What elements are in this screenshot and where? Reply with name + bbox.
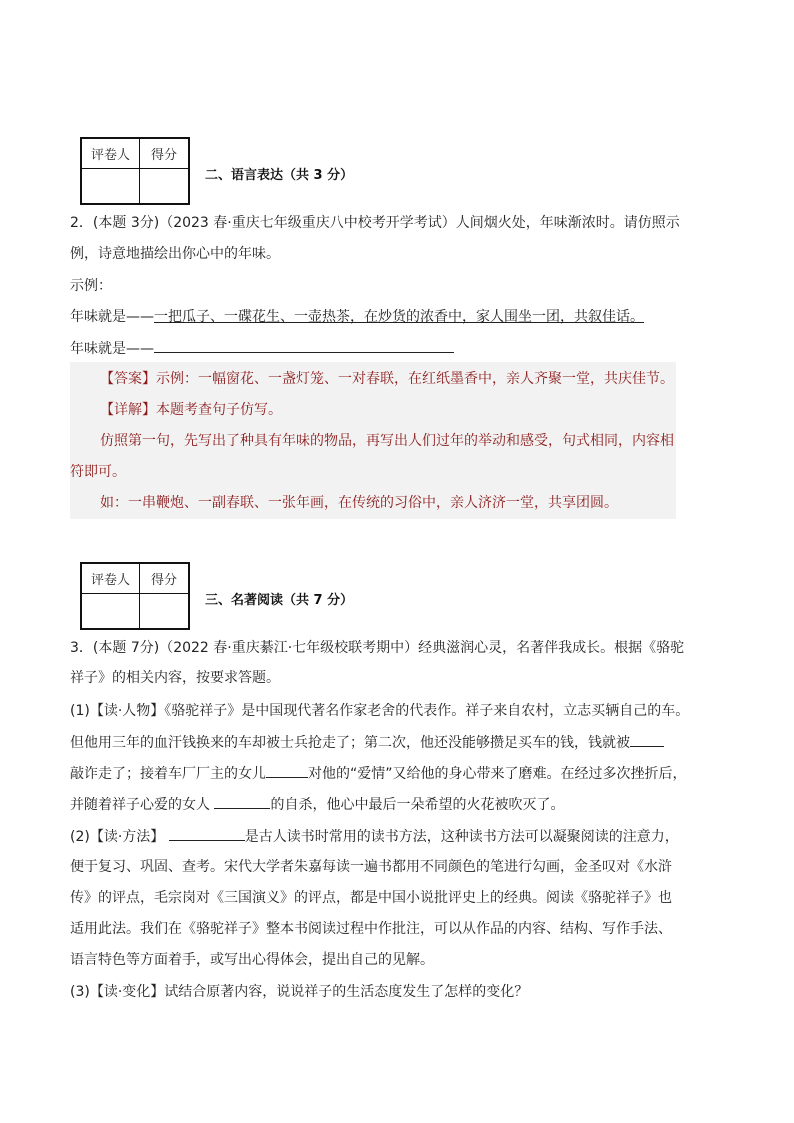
grader-header: 评卷人	[82, 564, 140, 594]
question-3-line-1: 3．(本题 7分)（2022 春·重庆綦江·七年级校联考期中）经典滋润心灵，名著伴我成长。根据《骆驼	[70, 640, 685, 656]
example-text: 一把瓜子、一碟花生、一壶热茶，在炒货的浓香中，家人围坐一团，共叙佳话。	[154, 309, 644, 325]
part-1-line-3b: 对他的“爱情”又给他的身心带来了磨难。在经过多次挫折后，	[308, 766, 687, 782]
score-header: 得分	[140, 139, 188, 169]
section-2-title: 二、语言表达（共 3 分）	[205, 168, 354, 183]
explanation-example: 如：一串鞭炮、一副春联、一张年画，在传统的习俗中，亲人济济一堂，共享团圆。	[100, 495, 618, 511]
part-1-line-1: (1)【读·人物】《骆驼祥子》是中国现代著名作家老舍的代表作。祥子来自农村，立志买辆自己的车。	[70, 703, 690, 719]
answer-prefix: 年味就是——	[70, 341, 154, 357]
score-cell	[140, 169, 188, 203]
question-3-line-2: 祥子》的相关内容，按要求答题。	[70, 670, 280, 686]
explanation-line-1: 仿照第一句，先写出了种具有年味的物品，再写出人们过年的举动和感受，句式相同，内容相	[100, 433, 674, 449]
answer-text: 【答案】示例：一幅窗花、一盏灯笼、一对春联，在红纸墨香中，亲人齐聚一堂，共庆佳节。	[100, 371, 674, 387]
part-2-line-1b: 是古人读书时常用的读书方法，这种读书方法可以凝聚阅读的注意力，	[244, 829, 679, 845]
explanation-line-2: 符即可。	[70, 464, 126, 480]
grader-header: 评卷人	[82, 139, 140, 169]
part-3-line-1: (3)【读·变化】试结合原著内容，说说祥子的生活态度发生了怎样的变化？	[70, 984, 529, 1000]
blank-4[interactable]	[169, 826, 245, 841]
part-1-line-4	[70, 794, 680, 815]
part-2-line-4: 适用此法。我们在《骆驼祥子》整本书阅读过程中作批注，可以从作品的内容、结构、写作手法、	[70, 921, 672, 937]
example-label: 示例：	[70, 278, 112, 294]
grader-cell	[82, 169, 140, 203]
part-1-line-4b: 的自杀，他心中最后一朵希望的火花被吹灭了。	[270, 797, 565, 813]
section-3-title: 三、名著阅读（共 7 分）	[205, 593, 354, 608]
example-prefix: 年味就是——	[70, 309, 154, 325]
part-2-line-2: 便于复习、巩固、查考。宋代大学者朱嘉每读一遍书都用不同颜色的笔进行勾画，金圣叹对《水浒	[70, 859, 672, 875]
part-1-line-2	[70, 732, 680, 753]
example-line	[70, 307, 680, 327]
score-cell	[140, 594, 188, 628]
blank-1[interactable]	[630, 732, 664, 747]
score-table-section-2	[80, 137, 190, 205]
part-2-line-1a: (2)【读·方法】	[70, 829, 169, 845]
score-header: 得分	[140, 564, 188, 594]
part-1-line-4a: 并随着祥子心爱的女人	[70, 797, 215, 813]
detail-text: 【详解】本题考查句子仿写。	[100, 402, 282, 418]
score-table-section-3	[80, 562, 190, 630]
blank-3[interactable]	[214, 794, 270, 809]
part-1-line-3a: 敲诈走了；接着车厂厂主的女儿	[70, 766, 266, 782]
answer-blank[interactable]	[154, 338, 454, 353]
part-1-line-3	[70, 763, 687, 784]
answer-line	[70, 338, 680, 359]
blank-2[interactable]	[266, 763, 308, 778]
grader-cell	[82, 594, 140, 628]
part-1-line-2-text: 但他用三年的血汗钱换来的车却被士兵抢走了；第二次，他还没能够攒足买车的钱，钱就被	[70, 735, 630, 751]
question-2-line-2: 例，诗意地描绘出你心中的年味。	[70, 246, 280, 262]
question-2-line-1: 2．(本题 3分)（2023 春·重庆七年级重庆八中校考开学考试）人间烟火处，年味渐浓时。请仿照示	[70, 215, 680, 231]
part-2-line-1	[70, 826, 680, 847]
part-2-line-3: 传》的评点，毛宗岗对《三国演义》的评点，都是中国小说批评史上的经典。阅读《骆驼祥子》也	[70, 890, 672, 906]
part-2-line-5: 语言特色等方面着手，或写出心得体会，提出自己的见解。	[70, 952, 434, 968]
